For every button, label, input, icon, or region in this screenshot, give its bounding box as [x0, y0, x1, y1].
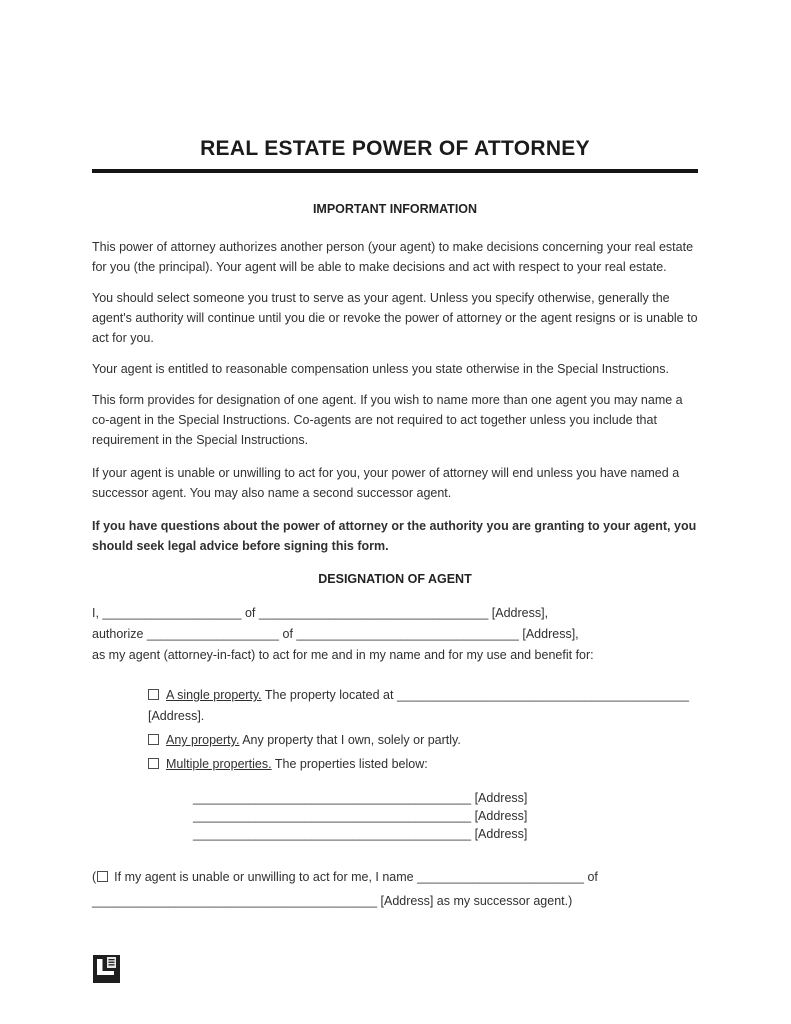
legaltemplates-logo	[92, 952, 122, 986]
agent-of: of	[282, 627, 293, 641]
principal-address-blank: _________________________________	[258, 606, 489, 620]
any-property-label: Any property.	[166, 733, 240, 747]
principal-prefix: I,	[92, 606, 99, 620]
property-address-blank: ________________________________________	[193, 809, 472, 823]
title-divider	[92, 169, 698, 173]
principal-line	[92, 603, 698, 624]
single-property-address-tag: [Address].	[148, 709, 205, 723]
designation-fill-block	[92, 603, 698, 666]
property-address-line-2	[193, 807, 698, 825]
single-property-label: A single property.	[166, 688, 262, 702]
property-address-list	[193, 789, 698, 843]
principal-address-tag: [Address],	[491, 606, 549, 620]
designation-of-agent-heading: DESIGNATION OF AGENT	[318, 572, 472, 586]
purpose-line: as my agent (attorney-in-fact) to act for me and in my name and for my use and benefit for:	[92, 648, 594, 662]
single-property-address-blank: __________________________________________	[396, 688, 689, 702]
important-information-heading: IMPORTANT INFORMATION	[312, 202, 478, 216]
property-address-tag: [Address]	[474, 791, 528, 805]
option-any-property	[148, 730, 698, 751]
successor-line-1	[92, 865, 698, 889]
agent-line	[92, 624, 698, 645]
successor-agent-checkbox[interactable]	[97, 871, 108, 882]
option-multiple-properties	[148, 754, 698, 775]
successor-open-paren: (	[92, 870, 97, 884]
paragraph-successor-info: If your agent is unable or unwilling to act for you, your power of attorney will end unless you have named a successor agent. You may also name a second successor agent.	[92, 466, 680, 500]
paragraph-compensation: Your agent is entitled to reasonable compensation unless you state otherwise in the Special Instructions.	[92, 362, 669, 376]
agent-address-blank: ________________________________	[296, 627, 519, 641]
option-single-property	[148, 685, 698, 706]
single-property-text: The property located at	[264, 688, 394, 702]
multiple-properties-label: Multiple properties.	[166, 757, 272, 771]
successor-line-2	[92, 889, 698, 913]
successor-text: If my agent is unable or unwilling to act for me, I name	[114, 870, 414, 884]
successor-address-text: [Address] as my successor agent.)	[380, 894, 573, 908]
property-address-tag: [Address]	[474, 827, 528, 841]
agent-prefix: authorize	[92, 627, 144, 641]
property-address-blank: ________________________________________	[193, 791, 472, 805]
any-property-checkbox[interactable]	[148, 734, 159, 745]
paragraph-one-agent: This form provides for designation of one agent. If you wish to name more than one agent you may name a co-agent in the Special Instructions. Co-agents are not required to act together unless you include that requirement in the Special Instructions.	[92, 393, 683, 447]
property-address-tag: [Address]	[474, 809, 528, 823]
successor-agent-clause	[92, 865, 698, 913]
principal-name-blank: ____________________	[102, 606, 242, 620]
property-address-blank: ________________________________________	[193, 827, 472, 841]
property-options	[148, 685, 698, 775]
document-title: REAL ESTATE POWER OF ATTORNEY	[200, 137, 590, 160]
any-property-text: Any property that I own, solely or partly.	[242, 733, 461, 747]
property-address-line-1	[193, 789, 698, 807]
principal-of: of	[244, 606, 256, 620]
multiple-properties-checkbox[interactable]	[148, 758, 159, 769]
paragraph-authorization: This power of attorney authorizes another person (your agent) to make decisions concerning your real estate for you (the principal). Your agent will be able to make decisions and act with respect to your real estate.	[92, 240, 694, 274]
successor-name-blank: ________________________	[417, 870, 584, 884]
legaltemplates-logo-icon	[92, 952, 122, 986]
paragraph-legal-advice-notice: If you have questions about the power of attorney or the authority you are granting to your agent, you should seek legal advice before signing this form.	[92, 519, 697, 553]
single-property-checkbox[interactable]	[148, 689, 159, 700]
successor-address-blank: _________________________________________	[92, 894, 378, 908]
property-address-line-3	[193, 825, 698, 843]
agent-name-blank: ___________________	[146, 627, 280, 641]
paragraph-agent-selection: You should select someone you trust to serve as your agent. Unless you specify otherwise, generally the agent's authority will continue until you die or revoke the power of attorney or the agent resigns or is unable to act for you.	[92, 291, 698, 345]
multiple-properties-text: The properties listed below:	[274, 757, 428, 771]
agent-address-tag: [Address],	[522, 627, 579, 641]
successor-of: of	[587, 870, 598, 884]
